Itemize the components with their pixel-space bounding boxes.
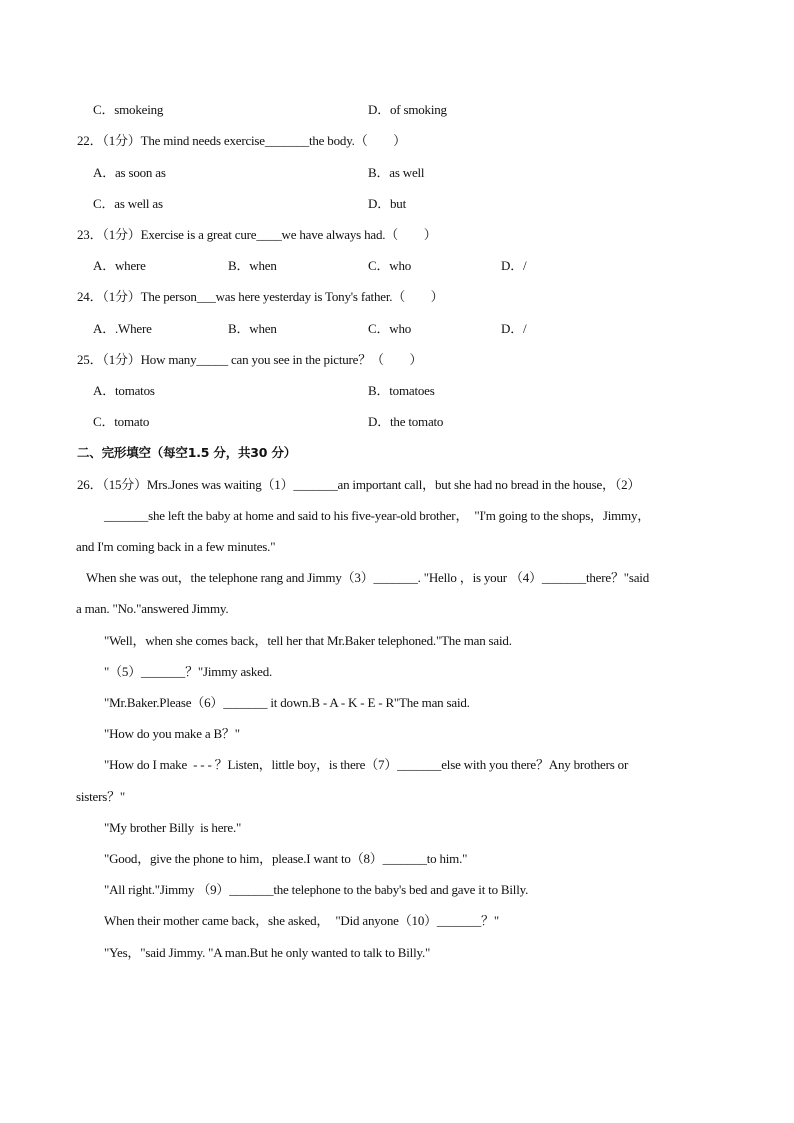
q25-option-b: B．tomatoes (368, 383, 435, 398)
q25-option-c: C．tomato (93, 414, 150, 429)
passage-line: "Yes，"said Jimmy. "A man.But he only wanted to talk to Billy." (104, 945, 431, 960)
q21-option-d: D．of smoking (368, 102, 447, 117)
passage-line: "Good，give the phone to him，please.I want to（8）_______to him." (104, 851, 468, 866)
q22-option-a: A．as soon as (93, 165, 166, 180)
q24-option-a: A．.Where (93, 321, 152, 336)
passage-line: When their mother came back，she asked， "Did anyone（10）_______？" (104, 913, 499, 928)
q22-option-d: D．but (368, 196, 407, 211)
q23-stem: 23．（1分）Exercise is a great cure____we have always had.（ ） (77, 227, 437, 242)
q25-option-a: A．tomatos (93, 383, 155, 398)
passage-line: "How do I make - - - ？Listen，little boy，is there（7）_______else with you there？Any brothers or (104, 757, 629, 772)
q22-stem: 22．（1分）The mind needs exercise_______the body.（ ） (77, 133, 406, 148)
passage-line: "Mr.Baker.Please（6）_______ it down.B - A - K - E - R"The man said. (104, 695, 470, 710)
q22-option-c: C．as well as (93, 196, 163, 211)
passage-line: sisters？" (76, 789, 126, 804)
q21-option-c: C．smokeing (93, 102, 164, 117)
q23-option-d: D．/ (501, 258, 527, 273)
q25-stem: 25．（1分）How many_____ can you see in the picture？（ ） (77, 352, 423, 367)
passage-line: "（5）_______？"Jimmy asked. (104, 664, 273, 679)
passage-line: 26．（15分）Mrs.Jones was waiting（1）_______an important call，but she had no bread in the house，（2） (77, 477, 641, 492)
q24-stem: 24．（1分）The person___was here yesterday is Tony's father.（ ） (77, 289, 444, 304)
passage-line: a man. "No."answered Jimmy. (76, 601, 229, 616)
q24-option-d: D．/ (501, 321, 527, 336)
q24-option-b: B．when (228, 321, 277, 336)
passage-line: and I'm coming back in a few minutes." (76, 539, 276, 554)
passage-line: "My brother Billy is here." (104, 820, 242, 835)
q22-option-b: B．as well (368, 165, 425, 180)
q23-option-c: C．who (368, 258, 412, 273)
q23-option-a: A．where (93, 258, 146, 273)
passage-line: _______she left the baby at home and said to his five-year-old brother， "I'm going to the shops，Jimmy， (104, 508, 651, 523)
passage-line: "Well，when she comes back，tell her that Mr.Baker telephoned."The man said. (104, 633, 512, 648)
q24-option-c: C．who (368, 321, 412, 336)
passage-line: "All right."Jimmy （9）_______the telephone to the baby's bed and gave it to Billy. (104, 882, 529, 897)
q25-option-d: D．the tomato (368, 414, 444, 429)
q23-option-b: B．when (228, 258, 277, 273)
section-heading-cloze: 二、完形填空（每空1.5 分，共30 分） (77, 445, 297, 460)
passage-line: When she was out，the telephone rang and Jimmy（3）_______. "Hello ，is your （4）_______there？"said (86, 570, 649, 585)
passage-line: "How do you make a B？" (104, 726, 240, 741)
